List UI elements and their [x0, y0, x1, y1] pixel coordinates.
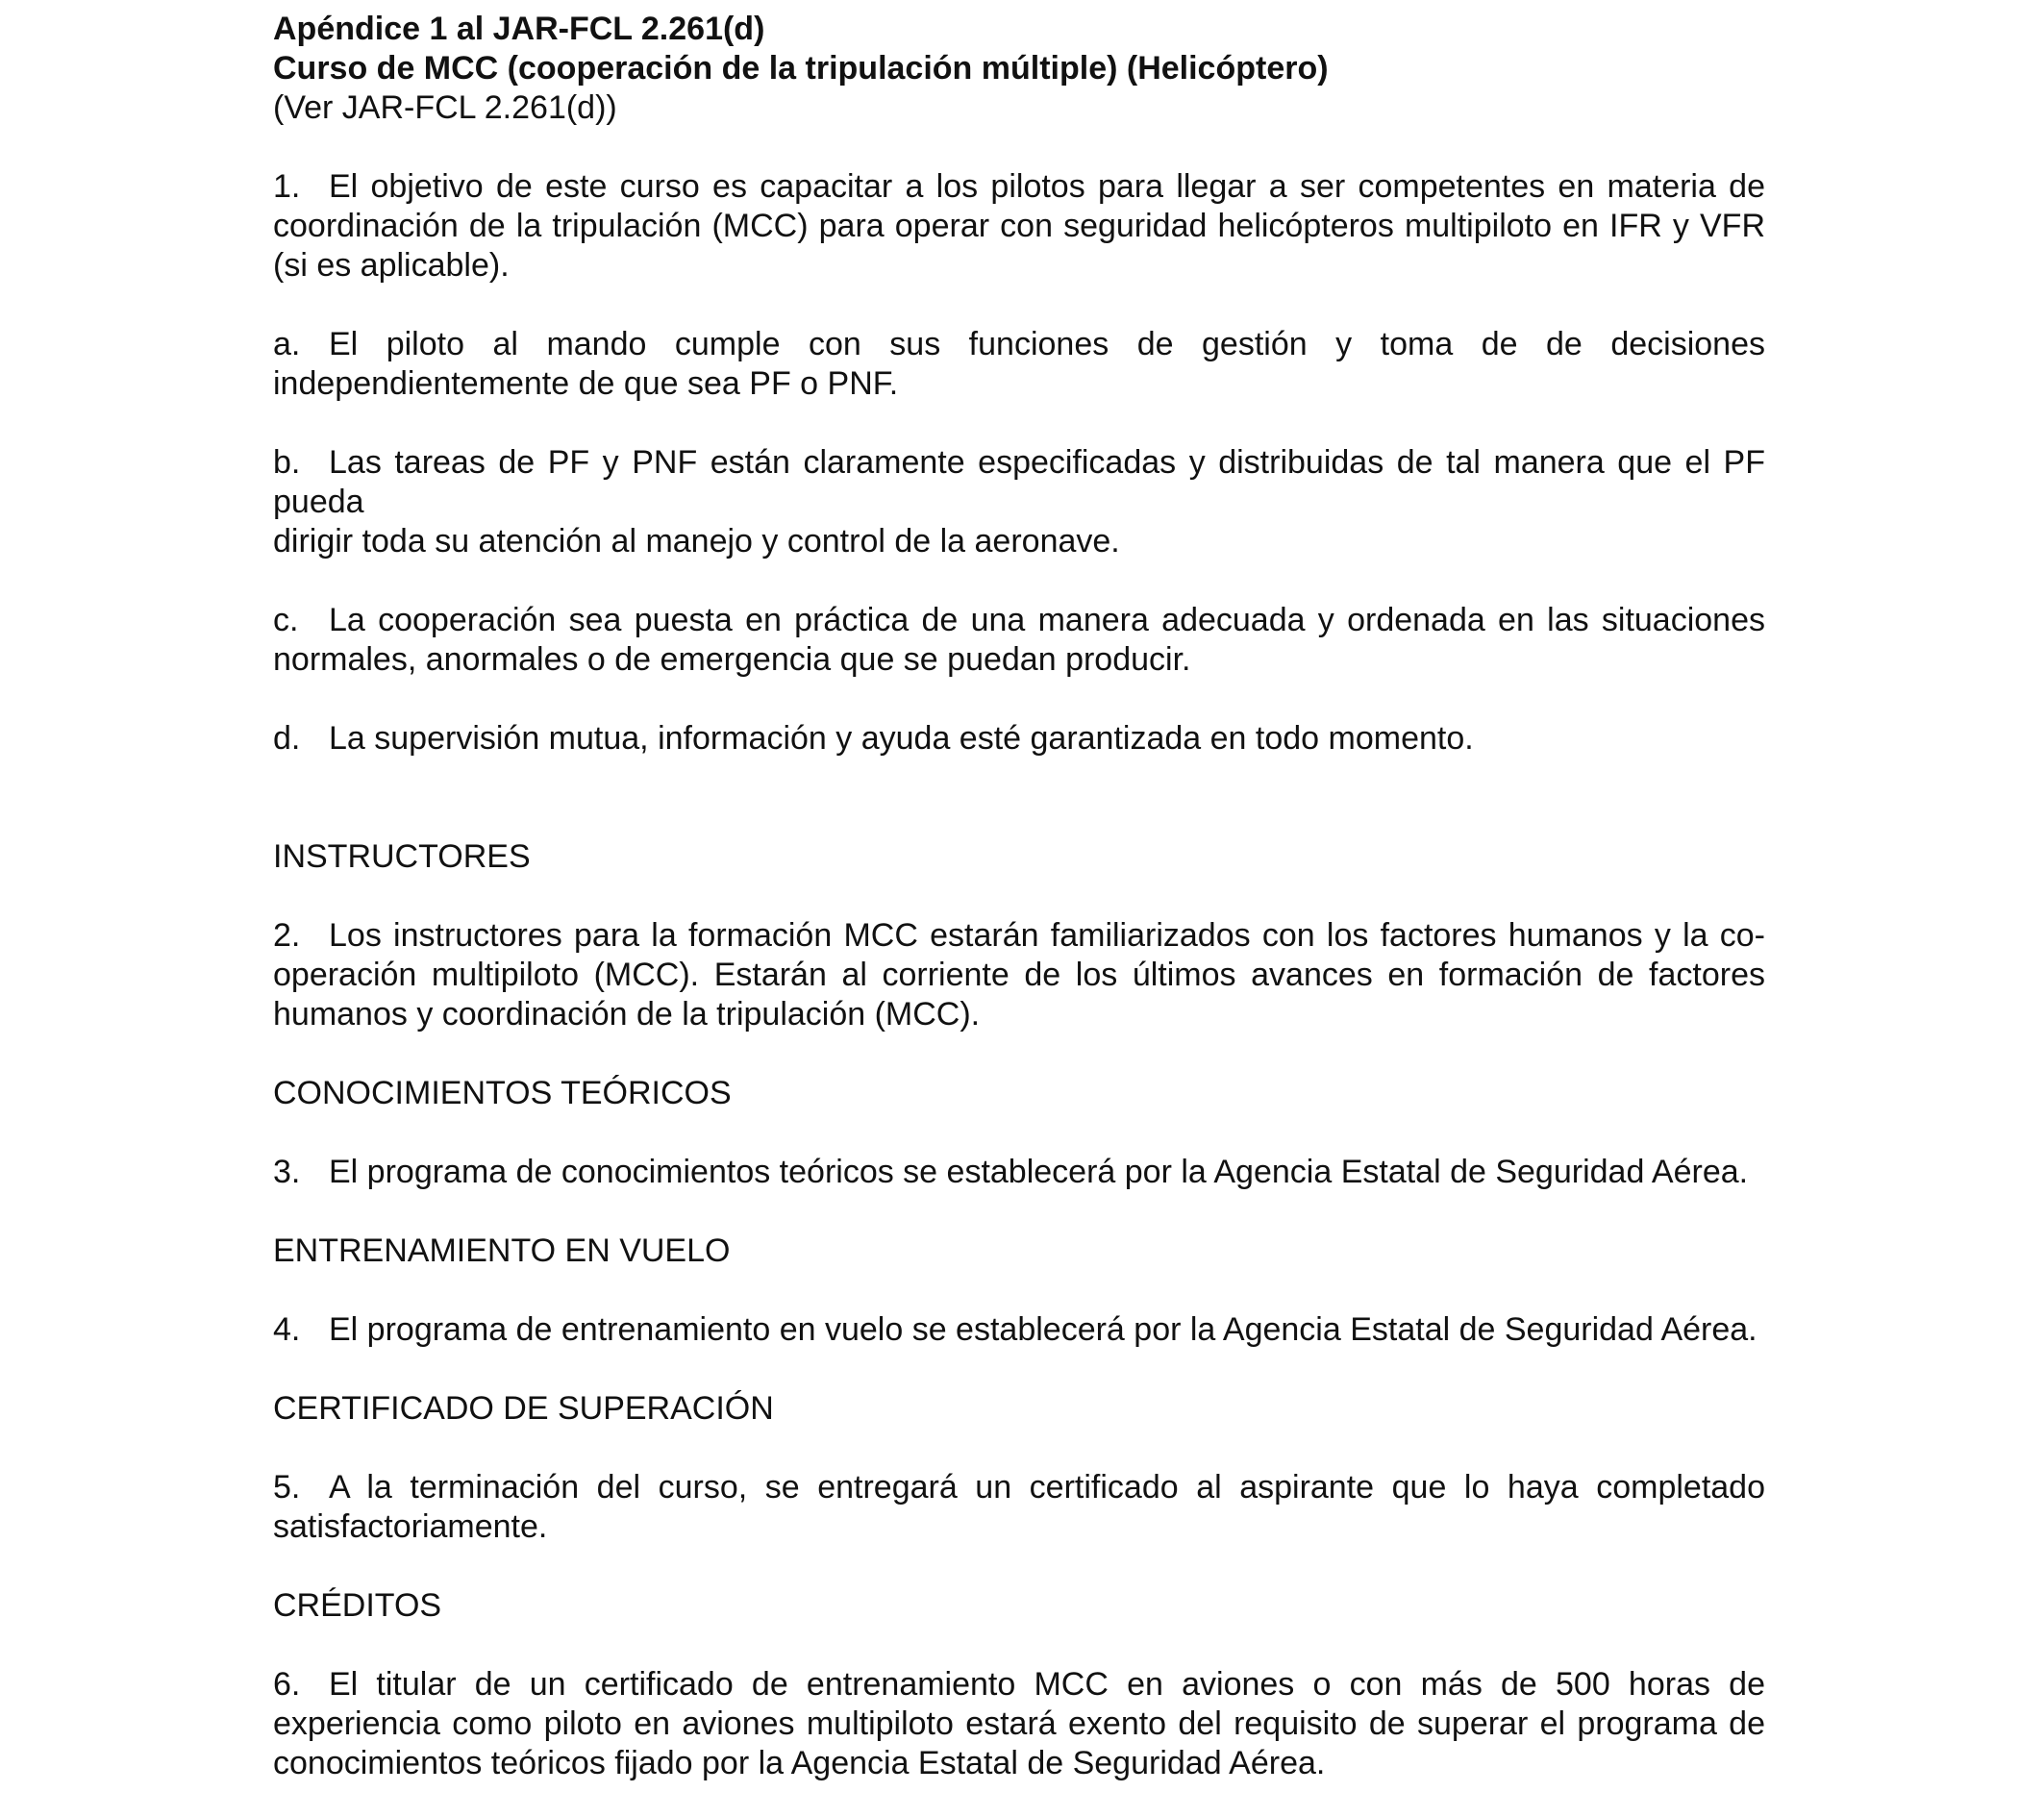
paragraph-6 — [273, 1665, 1765, 1783]
section-heading-teoricos: CONOCIMIENTOS TEÓRICOS — [273, 1075, 732, 1111]
paragraph-number: 4. — [273, 1311, 301, 1348]
item-text: La supervisión mutua, información y ayuda esté garantizada en todo momento. — [329, 720, 1474, 757]
document-reference: (Ver JAR-FCL 2.261(d)) — [273, 89, 617, 126]
item-text: La cooperación sea puesta en práctica de una manera adecuada y ordenada en las situaciones normales, anormales o de emergencia que se puedan producir. — [273, 602, 1765, 678]
item-letter: b. — [273, 444, 301, 481]
item-letter: c. — [273, 602, 299, 638]
section-heading-vuelo: ENTRENAMIENTO EN VUELO — [273, 1232, 731, 1269]
section-heading-instructores: INSTRUCTORES — [273, 838, 531, 875]
paragraph-3 — [273, 1153, 1765, 1192]
paragraph-text: El programa de conocimientos teóricos se establecerá por la Agencia Estatal de Seguridad Aérea. — [329, 1154, 1749, 1190]
item-d — [273, 719, 1765, 759]
document-subtitle: Curso de MCC (cooperación de la tripulación múltiple) (Helicóptero) — [273, 50, 1329, 87]
section-heading-creditos: CRÉDITOS — [273, 1587, 442, 1624]
paragraph-number: 2. — [273, 917, 301, 954]
item-c — [273, 601, 1765, 680]
paragraph-text: El programa de entrenamiento en vuelo se establecerá por la Agencia Estatal de Seguridad Aérea. — [329, 1311, 1757, 1348]
paragraph-number: 6. — [273, 1666, 301, 1703]
item-text: Las tareas de PF y PNF están claramente especificadas y distribuidas de tal manera que el PF pueda — [273, 444, 1765, 520]
paragraph-number: 1. — [273, 168, 301, 205]
paragraph-text: El titular de un certificado de entrenamiento MCC en aviones o con más de 500 horas de experiencia como piloto en aviones multipiloto estará exento del requisito de superar el programa de conocimientos teóricos fijado por la Agencia Estatal de Seguridad Aérea. — [273, 1666, 1765, 1781]
item-b — [273, 443, 1765, 522]
paragraph-1 — [273, 167, 1765, 286]
paragraph-number: 3. — [273, 1154, 301, 1190]
section-heading-certificado: CERTIFICADO DE SUPERACIÓN — [273, 1390, 774, 1427]
paragraph-4 — [273, 1310, 1765, 1350]
paragraph-text: El objetivo de este curso es capacitar a los pilotos para llegar a ser competentes en materia de coordinación de la tripulación (MCC) para operar con seguridad helicópteros multipiloto en IFR y VFR (si es aplicable). — [273, 168, 1765, 284]
paragraph-text: Los instructores para la formación MCC estarán familiarizados con los factores humanos y la co-operación multipiloto (MCC). Estarán al corriente de los últimos avances en formación de factores humanos y coordinación de la tripulación (MCC). — [273, 917, 1765, 1033]
paragraph-5 — [273, 1468, 1765, 1547]
item-text: El piloto al mando cumple con sus funciones de gestión y toma de de decisiones independientemente de que sea PF o PNF. — [273, 326, 1765, 402]
document-title: Apéndice 1 al JAR-FCL 2.261(d) — [273, 11, 765, 47]
item-letter: d. — [273, 720, 301, 757]
paragraph-number: 5. — [273, 1469, 301, 1506]
paragraph-2 — [273, 916, 1765, 1034]
item-a — [273, 325, 1765, 404]
item-text-continued: dirigir toda su atención al manejo y control de la aeronave. — [273, 523, 1120, 560]
document-page — [273, 10, 1765, 1783]
paragraph-text: A la terminación del curso, se entregará un certificado al aspirante que lo haya completado satisfactoriamente. — [273, 1469, 1765, 1545]
item-letter: a. — [273, 326, 301, 362]
